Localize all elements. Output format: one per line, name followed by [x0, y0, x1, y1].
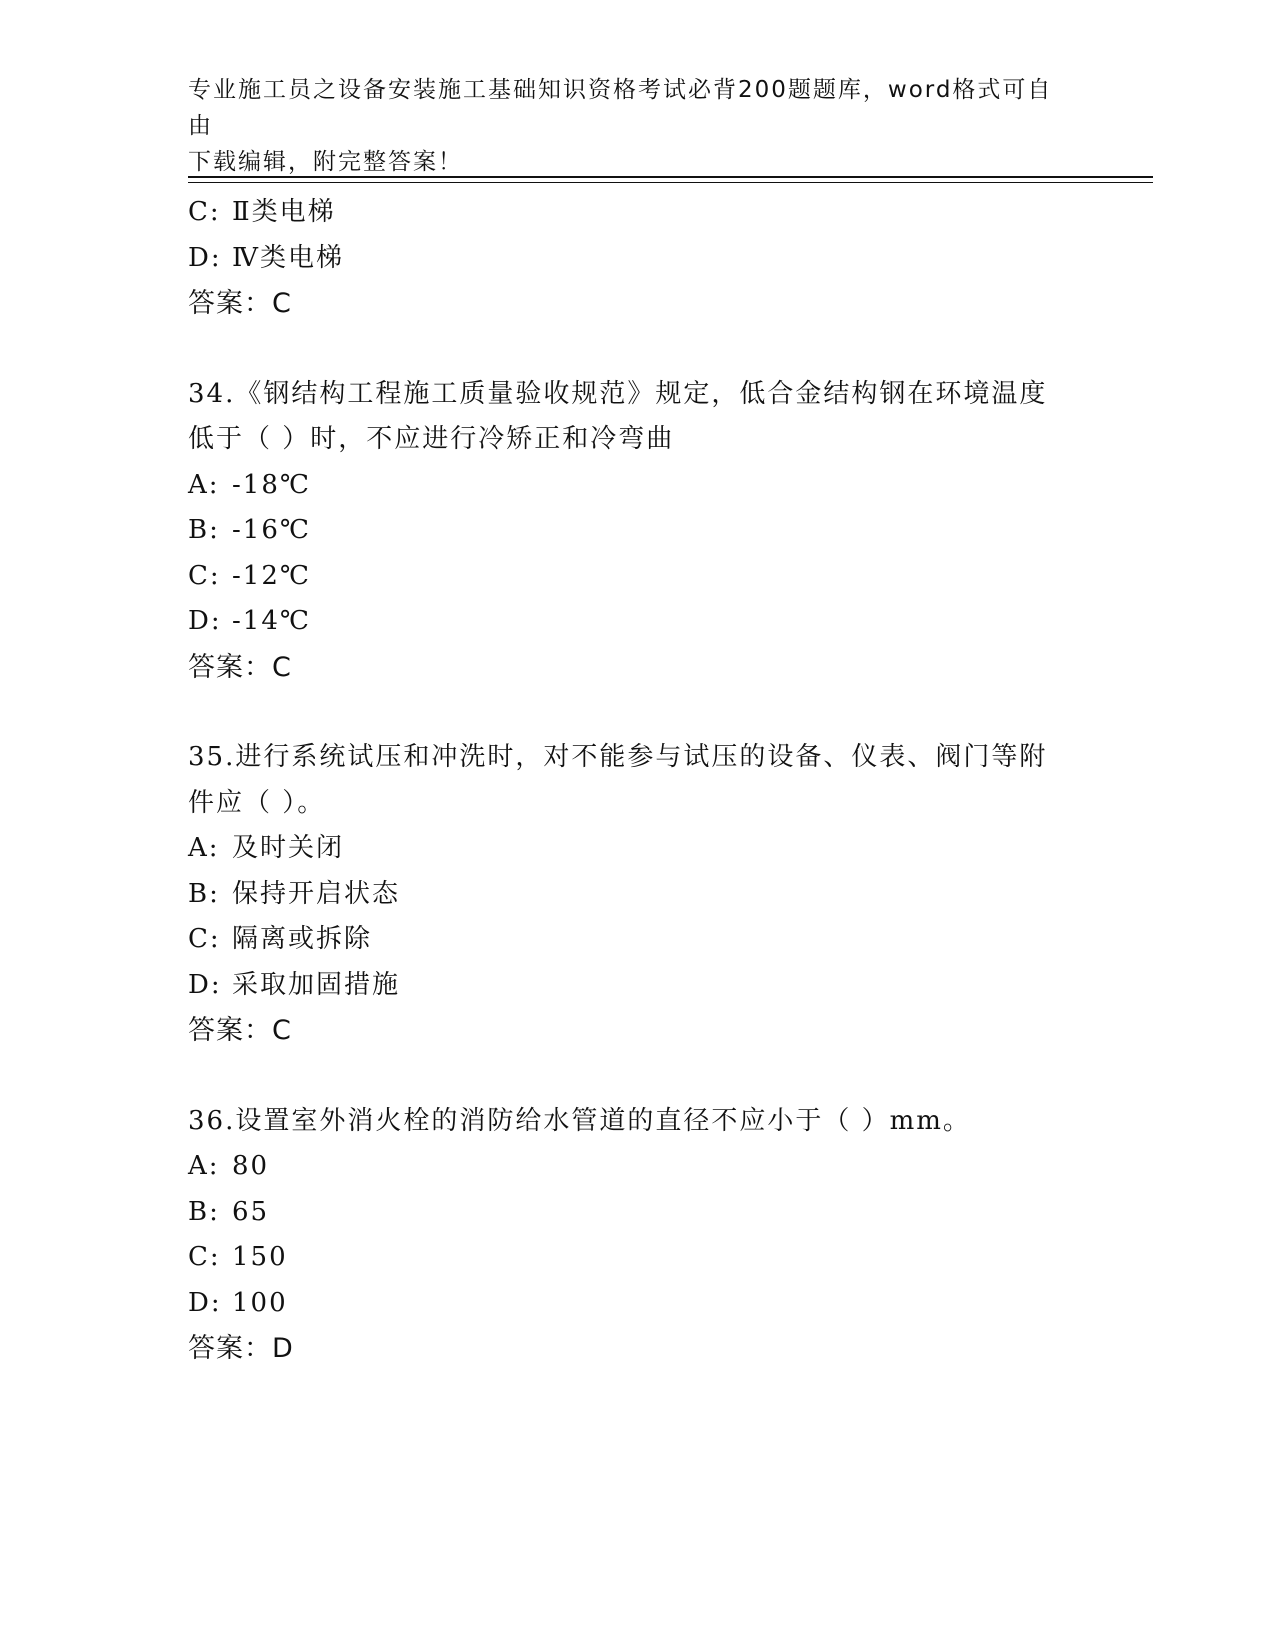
option-text: 150	[232, 1242, 288, 1272]
answer-line: 答案：C	[188, 1015, 292, 1046]
answer-line: 答案：C	[188, 651, 292, 683]
option-label: C:	[188, 560, 221, 591]
option-text: 采取加固措施	[232, 969, 401, 1000]
option-a	[188, 463, 1088, 509]
option-d	[188, 1281, 1088, 1327]
option-d	[188, 599, 1088, 645]
header-divider-thick	[188, 176, 1153, 178]
question-stem-line: 低于（ ）时，不应进行冷矫正和冷弯曲	[188, 424, 675, 454]
document-header	[188, 72, 1068, 180]
option-c	[188, 554, 1088, 600]
option-text: -18℃	[232, 469, 311, 500]
question-stem-line: 35.进行系统试压和冲洗时，对不能参与试压的设备、仪表、阀门等附	[188, 742, 1048, 772]
question-list	[188, 190, 1088, 1372]
option-b	[188, 1190, 1088, 1236]
option-label: C:	[188, 924, 221, 954]
option-text: 保持开启状态	[232, 878, 401, 909]
question-stem-line: 36.设置室外消火栓的消防给水管道的直径不应小于（ ）mm。	[188, 1105, 971, 1136]
header-divider-thin	[188, 182, 1153, 183]
option-d	[188, 963, 1088, 1009]
question-36	[188, 1099, 1088, 1372]
option-text: 100	[232, 1287, 288, 1318]
option-text: 65	[232, 1196, 270, 1227]
option-b	[188, 872, 1088, 918]
option-c	[188, 917, 1088, 963]
option-c	[188, 190, 1088, 236]
option-label: B:	[188, 1196, 220, 1227]
option-label: D:	[188, 606, 222, 636]
question-stem-line: 34.《钢结构工程施工质量验收规范》规定，低合金结构钢在环境温度	[188, 378, 1048, 409]
option-text: 及时关闭	[232, 833, 345, 863]
option-b	[188, 508, 1088, 554]
prev-question-block	[188, 190, 1088, 327]
option-c	[188, 1235, 1088, 1281]
header-line-2: 下载编辑，附完整答案！	[188, 149, 463, 175]
option-label: C:	[188, 1242, 221, 1272]
option-label: A:	[188, 469, 220, 500]
question-stem-line: 件应（ ）。	[188, 787, 326, 818]
option-text: -14℃	[232, 606, 311, 636]
header-line-1: 专业施工员之设备安装施工基础知识资格考试必背200题题库，word格式可自由	[188, 77, 1053, 139]
option-label: D:	[188, 969, 222, 1000]
option-label: B:	[188, 515, 220, 545]
answer-line: 答案：C	[188, 288, 292, 319]
option-a	[188, 826, 1088, 872]
answer-line: 答案：D	[188, 1333, 294, 1364]
option-text: Ⅱ类电梯	[232, 197, 336, 227]
option-d	[188, 236, 1088, 282]
option-text: 隔离或拆除	[232, 924, 373, 954]
option-label: D:	[188, 242, 222, 273]
option-label: B:	[188, 878, 220, 909]
question-34	[188, 372, 1088, 691]
option-label: D:	[188, 1287, 222, 1318]
option-text: -12℃	[232, 560, 311, 591]
option-text: 80	[232, 1151, 270, 1181]
option-a	[188, 1144, 1088, 1190]
option-text: Ⅳ类电梯	[232, 242, 344, 273]
option-text: -16℃	[232, 515, 311, 545]
question-35	[188, 735, 1088, 1054]
option-label: C:	[188, 197, 221, 227]
option-label: A:	[188, 833, 220, 863]
option-label: A:	[188, 1151, 220, 1181]
